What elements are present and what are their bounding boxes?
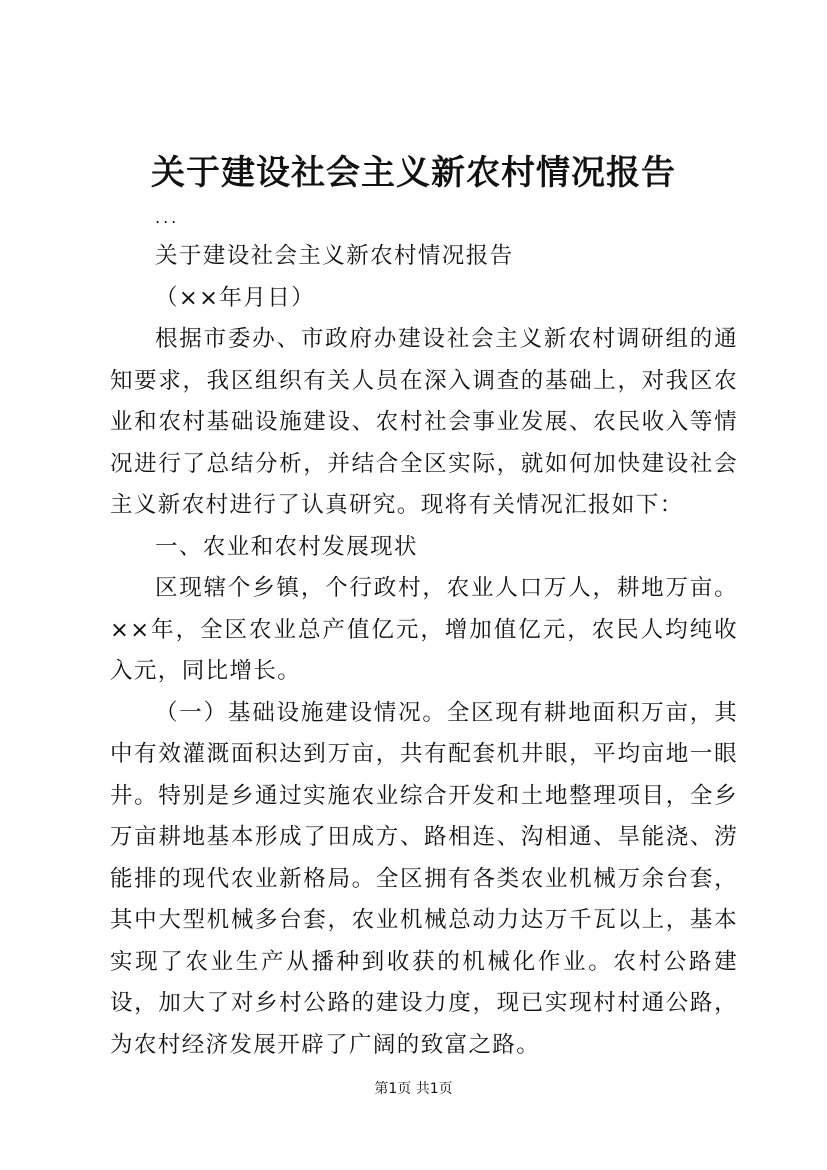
infrastructure-paragraph: （一）基础设施建设情况。全区现有耕地面积万亩，其中有效灌溉面积达到万亩，共有配套机井眼，平均亩地一眼井。特别是乡通过实施农业综合开发和土地整理项目，全乡万亩耕地基本形成了田成方、路相连、沟相通、旱能浇、涝能排的现代农业新格局。全区拥有各类农业机械万余台套，其中大型机械多台套，农业机械总动力达万千瓦以上，基本实现了农业生产从播种到收获的机械化作业。农村公路建设，加大了对乡村公路的建设力度，现已实现村村通公路，为农村经济发展开辟了广阔的致富之路。 (110, 699, 738, 1058)
ellipsis-marker: ... (155, 208, 180, 227)
page-footer: 第1页 共1页 (374, 1081, 453, 1097)
document-body (110, 200, 738, 1066)
intro-paragraph: 根据市委办、市政府办建设社会主义新农村调研组的通知要求，我区组织有关人员在深入调查的基础上，对我区农业和农村基础设施建设、农村社会事业发展、农民收入等情况进行了总结分析，并结合全区实际，就如何加快建设社会主义新农村进行了认真研究。现将有关情况汇报如下： (110, 326, 738, 518)
date-paragraph: （××年月日） (155, 284, 316, 311)
section-heading: 一、农业和农村发展现状 (155, 533, 418, 560)
document-title: 关于建设社会主义新农村情况报告 (151, 153, 676, 193)
overview-paragraph: 区现辖个乡镇，个行政村，农业人口万人，耕地万亩。××年，全区农业总产值亿元，增加值亿元，农民人均纯收入元，同比增长。 (110, 575, 738, 684)
subtitle-paragraph: 关于建设社会主义新农村情况报告 (155, 243, 514, 269)
